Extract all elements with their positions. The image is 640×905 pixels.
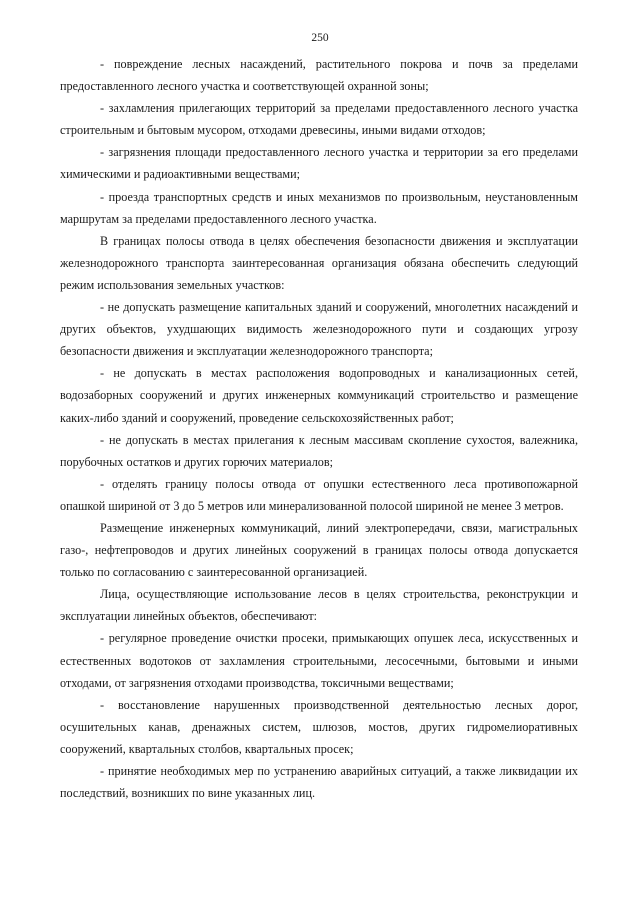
paragraph: - повреждение лесных насаждений, растительного покрова и почв за пределами предоставленного лесного участка и соответствующей охранной зоны;: [60, 57, 578, 94]
paragraph: - не допускать в местах прилегания к лесным массивам скопление сухостоя, валежника, порубочных остатков и других горючих материалов;: [60, 432, 578, 469]
document-body: [60, 53, 578, 804]
paragraph: Лица, осуществляющие использование лесов в целях строительства, реконструкции и эксплуатации линейных объектов, обеспечивают:: [60, 587, 578, 624]
paragraph: - проезда транспортных средств и иных механизмов по произвольным, неустановленным маршрутам за пределами предоставленного лесного участка.: [60, 189, 578, 226]
paragraph: - регулярное проведение очистки просеки, примыкающих опушек леса, искусственных и естественных водотоков от захламления строительными, лесосечными, бытовыми и иными отходами, от загрязнения отходами производства, токсичными веществами;: [60, 631, 578, 690]
paragraph: В границах полосы отвода в целях обеспечения безопасности движения и эксплуатации железнодорожного транспорта заинтересованная организация обязана обеспечить следующий режим использования земельных участков:: [60, 233, 578, 292]
paragraph: - захламления прилегающих территорий за пределами предоставленного лесного участка строительным и бытовым мусором, отходами древесины, иными видами отходов;: [60, 101, 578, 138]
paragraph: - принятие необходимых мер по устранению аварийных ситуаций, а также ликвидации их последствий, возникших по вине указанных лиц.: [60, 764, 578, 801]
paragraph: - восстановление нарушенных производственной деятельностью лесных дорог, осушительных канав, дренажных систем, шлюзов, мостов, других гидромелиоративных сооружений, квартальных столбов, квартальных просек;: [60, 697, 578, 756]
paragraph: - не допускать размещение капитальных зданий и сооружений, многолетних насаждений и других объектов, ухудшающих видимость железнодорожного пути и создающих угрозу безопасности движения и эксплуатации железнодорожного транспорта;: [60, 300, 578, 359]
page-number: 250: [311, 32, 329, 44]
paragraph: - загрязнения площади предоставленного лесного участка и территории за его пределами химическими и радиоактивными веществами;: [60, 145, 578, 182]
paragraph: - не допускать в местах расположения водопроводных и канализационных сетей, водозаборных сооружений и других инженерных коммуникаций строительство и размещение каких-либо зданий и сооружений, проведение сельскохозяйственных работ;: [60, 366, 578, 425]
paragraph: - отделять границу полосы отвода от опушки естественного леса противопожарной опашкой шириной от 3 до 5 метров или минерализованной полосой шириной не менее 3 метров.: [60, 476, 578, 513]
paragraph: Размещение инженерных коммуникаций, линий электропередачи, связи, магистральных газо-, нефтепроводов и других линейных сооружений в границах полосы отвода допускается только по согласованию с заинтересованной организацией.: [60, 520, 578, 580]
